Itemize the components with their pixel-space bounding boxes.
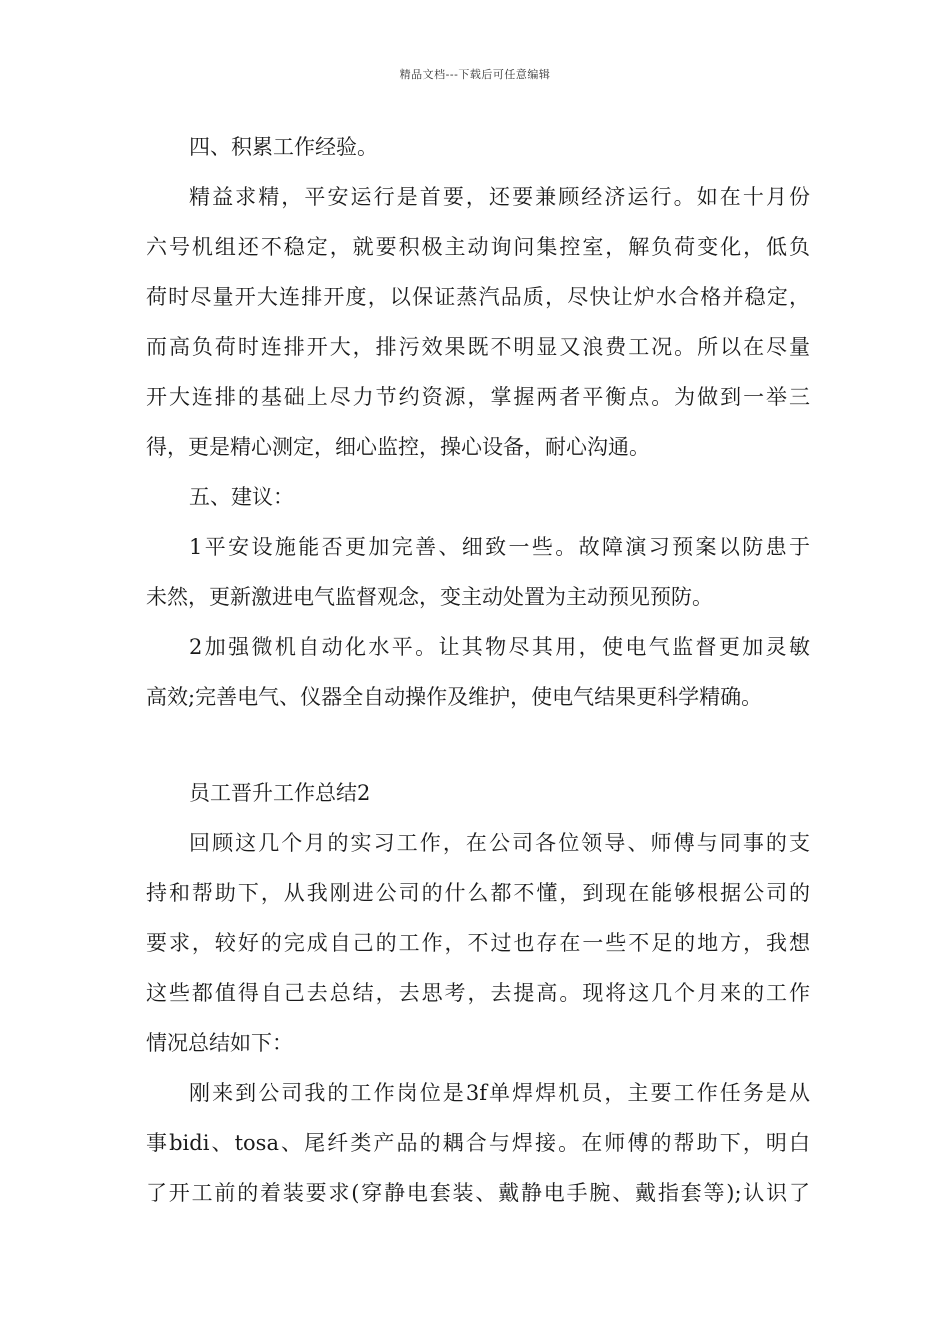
section-heading-5: 五、建议：: [189, 485, 294, 509]
paragraph-line: 事bidi、tosa、尾纤类产品的耦合与焊接。在师傅的帮助下，明白: [146, 1131, 810, 1155]
paragraph-line: 得，更是精心测定，细心监控，操心设备，耐心沟通。: [146, 435, 650, 459]
paragraph-line: 情况总结如下：: [146, 1031, 293, 1055]
paragraph-line: 2加强微机自动化水平。让其物尽其用，使电气监督更加灵敏: [189, 635, 810, 659]
paragraph-line: 要求，较好的完成自己的工作，不过也存在一些不足的地方，我想: [146, 931, 810, 955]
paragraph-line: 六号机组还不稳定，就要积极主动询问集控室，解负荷变化，低负: [146, 235, 810, 259]
paragraph-line: 回顾这几个月的实习工作，在公司各位领导、师傅与同事的支: [189, 831, 810, 855]
paragraph-line: 荷时尽量开大连排开度，以保证蒸汽品质，尽快让炉水合格并稳定，: [146, 285, 810, 309]
paragraph-line: 开大连排的基础上尽力节约资源，掌握两者平衡点。为做到一举三: [146, 385, 810, 409]
paragraph-line: 精益求精，平安运行是首要，还要兼顾经济运行。如在十月份: [189, 185, 810, 209]
document-title: 员工晋升工作总结2: [189, 781, 371, 805]
page-header: 精品文档---下载后可任意编辑: [399, 68, 551, 81]
paragraph-line: 刚来到公司我的工作岗位是3f单焊焊机员，主要工作任务是从: [189, 1081, 810, 1105]
paragraph-line: 持和帮助下，从我刚进公司的什么都不懂，到现在能够根据公司的: [146, 881, 810, 905]
paragraph-line: 而高负荷时连排开大，排污效果既不明显又浪费工况。所以在尽量: [146, 335, 810, 359]
section-gap: [146, 722, 810, 768]
paragraph-line: 1平安设施能否更加完善、细致一些。故障演习预案以防患于: [189, 535, 810, 559]
paragraph-line: 这些都值得自己去总结，去思考，去提高。现将这几个月来的工作: [146, 981, 810, 1005]
paragraph-line: 高效;完善电气、仪器全自动操作及维护，使电气结果更科学精确。: [146, 685, 763, 709]
paragraph-line: 了开工前的着装要求(穿静电套装、戴静电手腕、戴指套等);认识了: [146, 1181, 810, 1205]
document-body: [146, 122, 810, 1218]
section-heading-4: 四、积累工作经验。: [189, 135, 378, 159]
paragraph-line: 未然，更新激进电气监督观念，变主动处置为主动预见预防。: [146, 585, 713, 609]
